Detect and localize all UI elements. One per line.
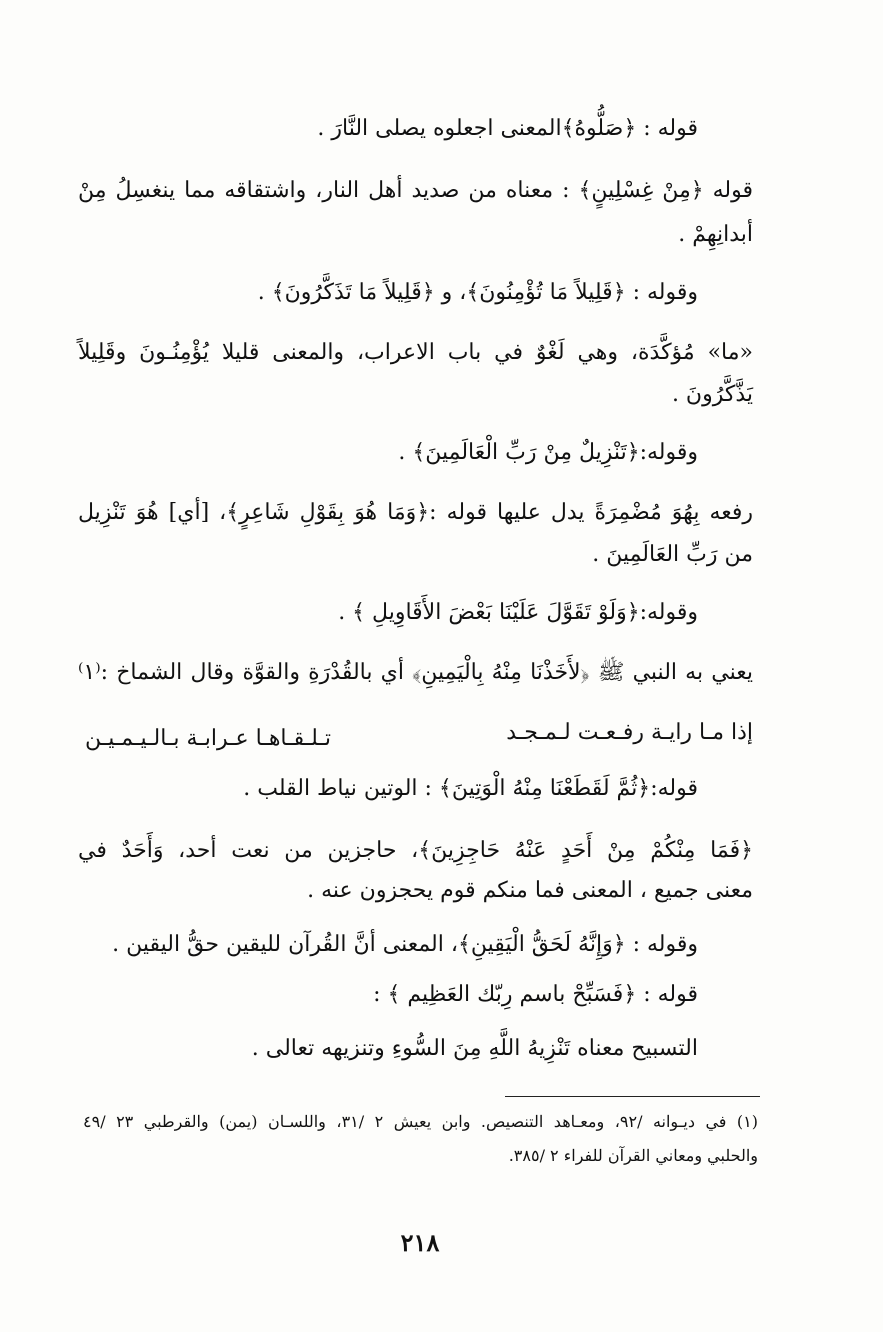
text-line: التسبيح معناه تَنْزِيهُ اللَّهِ مِنَ السُّوءِ وتنزيهه تعالى .	[251, 1036, 698, 1061]
text-line: معنى جميع ، المعنى فما منكم قوم يحجزون عنه .	[307, 878, 753, 903]
text-line: وقوله:﴿وَلَوْ تَقَوَّلَ عَلَيْنَا بَعْضَ الأَقَاوِيلِ ﴾ .	[338, 600, 698, 625]
text-line: يَذَّكَّرُونَ .	[671, 382, 753, 407]
text-line: يعني به النبي ﷺ ﴿لأَخَذْنَا مِنْهُ بِالْيَمِينِ﴾ أي بالقُدْرَةِ والقوَّة وقال الشماخ :⁽١⁾	[78, 660, 753, 685]
text-line: قوله:﴿ثُمَّ لَقَطَعْنَا مِنْهُ الْوَتِينَ﴾ : الوتين نياط القلب .	[243, 776, 698, 801]
text-line: قوله : ﴿فَسَبِّحْ باسم رِبّك العَظِيم ﴾ :	[373, 982, 698, 1007]
text-line: وقوله : ﴿وَإِنَّهُ لَحَقُّ الْيَقِينِ﴾، المعنى أنَّ القُرآن لليقين حقُّ اليقين .	[112, 932, 698, 957]
footnote-line: والحلبي ومعاني القرآن للفراء ٢ /٣٨٥.	[508, 1146, 758, 1165]
text-line: ﴿فَمَا مِنْكُمْ مِنْ أَحَدٍ عَنْهُ حَاجِزِينَ﴾، حاجزين من نعت أحد، وَأَحَدٌ في	[78, 838, 753, 863]
text-line: رفعه بِهُوَ مُضْمِرَةً يدل عليها قوله :﴿وَمَا هُوَ بِقَوْلِ شَاعِرٍ﴾، [أي] هُوَ تَنْزِيل	[78, 500, 753, 525]
text-line: من رَبِّ العَالَمِينَ .	[592, 542, 753, 567]
footnote-line: (١) في ديـوانه /٩٢، ومعـاهد التنصيص. وابن يعيش ٢ /٣١، واللسـان (يمن) والقرطبي ٢٣ /٤٩	[83, 1112, 759, 1131]
verse-second-hemistich: تـلـقـاهـا عـرابـة بـالـيـمـيـن	[85, 726, 331, 751]
page-number: ٢١٨	[400, 1228, 440, 1257]
text-line: قوله ﴿مِنْ غِسْلِينٍ﴾ : معناه من صديد أهل النار، واشتقاقه مما ينغسِلُ مِنْ	[78, 178, 753, 203]
text-line: «ما» مُؤكَّدَة، وهي لَغْوٌ في باب الاعراب، والمعنى قليلا يُؤْمِنُـونَ وقَلِيلاً	[78, 340, 753, 365]
verse-first-hemistich: إذا مـا رايـة رفـعـت لـمـجـد	[506, 720, 753, 745]
footnote-divider	[505, 1096, 760, 1097]
text-line: قوله : ﴿صَلُّوهُ﴾المعنى اجعلوه يصلى النَّارَ .	[317, 116, 698, 141]
text-line: وقوله : ﴿قَلِيلاً مَا تُؤْمِنُونَ﴾، و ﴿قَلِيلاً مَا تَذَكَّرُونَ﴾ .	[257, 280, 698, 305]
text-line: وقوله:﴿تَنْزِيلٌ مِنْ رَبِّ الْعَالَمِينَ﴾ .	[398, 440, 698, 465]
text-line: أبدانِهِمْ .	[678, 222, 753, 247]
